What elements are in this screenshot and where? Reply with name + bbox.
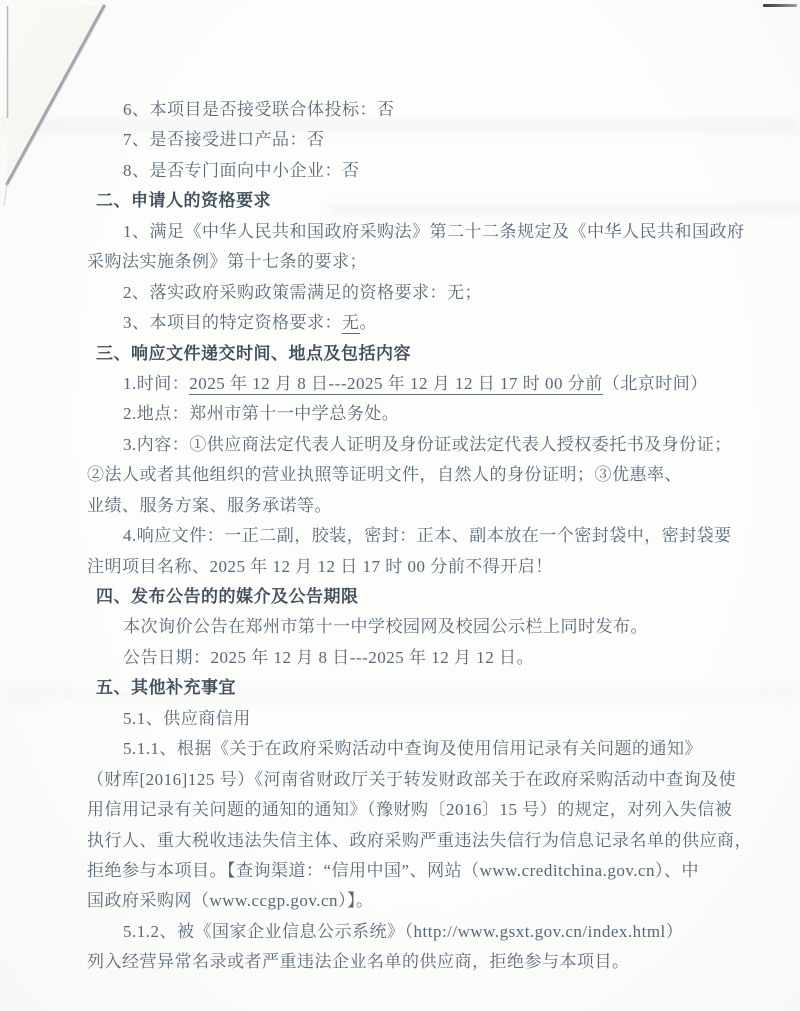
document-line [87,886,723,916]
document-line [87,247,723,277]
text-segment: ②法人或者其他组织的营业执照等证明文件，自然人的身份证明；③优惠率、 [87,465,682,485]
text-segment: 3、本项目的特定资格要求： [123,313,342,333]
text-segment: 1.时间： [123,373,190,393]
text-segment: 执行人、重大税收违法失信主体、政府采购严重违法失信行为信息记录名单的供应商， [87,830,752,850]
text-segment: 5.1.2、被《国家企业信息公示系统》（http://www.gsxt.gov.cn/index.html） [123,921,684,941]
document-line [87,399,723,429]
text-segment: 6、本项目是否接受联合体投标：否 [123,100,395,119]
text-segment: 4.响应文件：一正二副，胶装，密封：正本、副本放在一个密封袋中，密封袋要 [123,526,732,546]
document-line [87,917,723,947]
text-segment: 列入经营异常名录或者严重违法企业名单的供应商，拒绝参与本项目。 [87,952,630,972]
text-segment: 5.1.1、根据《关于在政府采购活动中查询及使用信用记录有关问题的通知》 [123,739,702,759]
section-heading [87,339,723,369]
section-heading [87,186,723,216]
document-line [87,308,723,338]
text-segment: 公告日期：2025 年 12 月 8 日---2025 年 12 月 12 日。 [123,647,534,667]
document-line [87,521,732,551]
document-line [87,278,723,308]
text-segment: 五、其他补充事宜 [96,678,236,698]
text-segment: 采购法实施条例》第十七条的要求； [87,252,367,272]
section-heading [87,673,723,703]
document-line [87,612,723,642]
text-segment: 国政府采购网（www.ccgp.gov.cn）】。 [87,891,374,911]
text-segment: 5.1、供应商信用 [123,708,251,728]
document-line [87,826,752,856]
document-line [87,430,732,460]
document-lines [87,95,752,978]
section-heading [87,582,723,612]
text-segment: 拒绝参与本项目。【查询渠道：“信用中国”、网站（www.creditchina.gov.cn）、中 [87,860,700,880]
text-segment: 。 [359,313,377,333]
document-line [87,704,723,734]
scan-smudge-artifact [763,4,797,7]
text-segment: 1、满足《中华人民共和国政府采购法》第二十二条规定及《中华人民共和国政府 [123,221,745,241]
text-segment: 业绩、服务方案、服务承诺等。 [87,495,332,515]
document-line [87,795,733,825]
text-segment: 四、发布公告的的媒介及公告期限 [96,587,359,606]
text-segment: 2.地点：郑州市第十一中学总务处。 [123,404,400,424]
document-line [87,734,723,764]
text-segment: 用信用记录有关问题的通知的通知》（豫财购〔2016〕15 号）的规定，对列入失信被 [87,800,733,820]
document-line [87,369,723,399]
document-body [87,95,752,978]
text-segment: 本次询价公告在郑州市第十一中学校园网及校园公示栏上同时发布。 [123,617,648,637]
document-line [87,491,723,521]
document-line [87,95,723,125]
text-segment: （财库[2016]125 号）《河南省财政厅关于转发财政部关于在政府采购活动中查询及使 [87,769,737,789]
text-segment: 8、是否专门面向中小企业：否 [123,160,360,180]
document-line [87,156,723,186]
text-segment: 注明项目名称、2025 年 12 月 12 日 17 时 00 分前不得开启！ [87,556,553,576]
text-segment: 二、申请人的资格要求 [96,191,271,211]
document-line [87,552,723,582]
text-segment: （北京时间） [602,373,708,393]
text-segment: 三、响应文件递交时间、地点及包括内容 [96,343,411,363]
underlined-text: 无 [342,313,360,333]
document-line [87,125,723,155]
document-line [87,947,723,977]
document-line [87,643,723,673]
text-segment: 3.内容：①供应商法定代表人证明及身份证或法定代表人授权委托书及身份证； [123,434,732,454]
underlined-text: 2025 年 12 月 8 日---2025 年 12 月 12 日 17 时 00 分前 [189,373,603,393]
document-line [87,765,737,795]
text-segment: 2、落实政府采购政策需满足的资格要求：无； [123,282,482,302]
document-line [87,856,723,886]
document-line [87,217,745,247]
text-segment: 7、是否接受进口产品：否 [123,130,325,150]
document-line [87,460,723,490]
